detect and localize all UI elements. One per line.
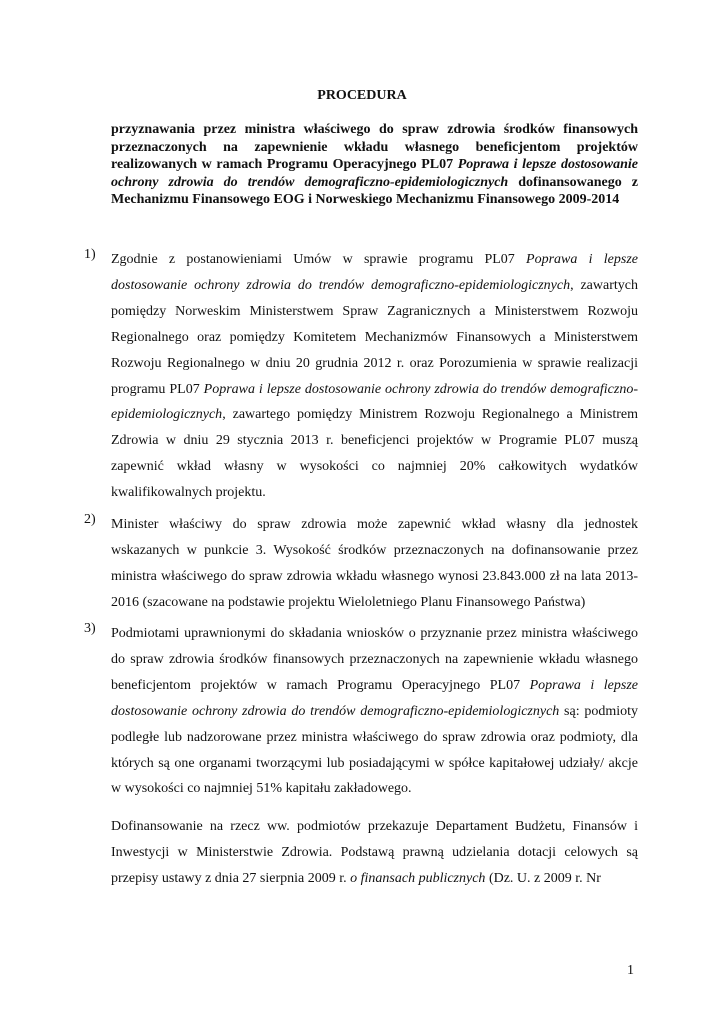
program-name-italic: Poprawa i lepsze dostosowanie ochrony zdrowia do trendów demograficzno-epidemiologicznych	[111, 381, 638, 423]
document-title: PROCEDURA	[317, 88, 407, 103]
subtitle-text: przyznawania przez ministra właściwego do spraw zdrowia środków finansowych przeznaczonych na zapewnienie wkładu własnego beneficjentom projektów realizowanych w ramach Programu Operacyjnego PL07	[111, 122, 638, 173]
section-body	[111, 512, 638, 616]
subtitle-program-name: Poprawa i lepsze dostosowanie ochrony zdrowia do trendów demograficzno-epidemiologicznych	[111, 157, 638, 190]
paragraph-text: są: podmioty podległe lub nadzorowane przez ministra właściwego do spraw zdrowia oraz podmioty, dla których są one organami tworzącymi lub posiadającymi w spółce kapitałowej udziały/ akcje w wysokości co najmniej 51% kapitału zakładowego.	[111, 703, 638, 797]
paragraph-text: Dofinansowanie na rzecz ww. podmiotów przekazuje Departament Budżetu, Finansów i Inwestycji w Ministerstwie Zdrowia. Podstawą prawną udzielania dotacji celowych są przepisy ustawy z dnia 27 sierpnia 2009 r.	[111, 819, 638, 887]
section-3	[84, 621, 638, 892]
document-subtitle	[111, 121, 638, 209]
section-paragraph	[111, 247, 638, 506]
section-body	[111, 247, 638, 506]
section-paragraph	[111, 814, 638, 892]
section-paragraph	[111, 621, 638, 802]
paragraph-text: (Dz. U. z 2009 r. Nr	[485, 871, 601, 887]
paragraph-text: Zgodnie z postanowieniami Umów w sprawie programu PL07	[111, 252, 527, 267]
paragraph-text: , zawartych pomiędzy Norweskim Ministerstwem Spraw Zagranicznych a Ministerstwem Rozwoju Regionalnego oraz pomiędzy Komitetem Mechanizmów Finansowych a Ministerstwem Rozwoju Regionalnego w dniu 20 grudnia 2012 r. oraz Porozumienia w sprawie realizacji programu PL07	[111, 277, 638, 397]
section-number: 1)	[84, 247, 96, 262]
act-title-italic: o finansach publicznych	[350, 871, 486, 887]
section-1	[84, 247, 638, 506]
section-body	[111, 621, 638, 892]
paragraph-text: , zawartego pomiędzy Ministrem Rozwoju Regionalnego a Ministrem Zdrowia w dniu 29 stycznia 2013 r. beneficjenci projektów w Programie PL07 muszą zapewnić wkład własny w wysokości co najmniej 20% całkowitych wydatków kwalifikowalnych projektu.	[111, 407, 638, 501]
section-number: 2)	[84, 512, 96, 527]
page-number: 1	[627, 963, 634, 978]
program-name-italic: Poprawa i lepsze dostosowanie ochrony zdrowia do trendów demograficzno-epidemiologicznych	[111, 252, 638, 293]
section-paragraph: Minister właściwy do spraw zdrowia może zapewnić wkład własny dla jednostek wskazanych w punkcie 3. Wysokość środków przeznaczonych na dofinansowanie przez ministra właściwego do spraw zdrowia wkładu własnego wynosi 23.843.000 zł na lata 2013-2016 (szacowane na podstawie projektu Wieloletniego Planu Finansowego Państwa)	[111, 517, 638, 610]
section-2	[84, 512, 638, 616]
paragraph-text: Podmiotami uprawnionymi do składania wniosków o przyznanie przez ministra właściwego do spraw zdrowia środków finansowych przeznaczonych na zapewnienie wkładu własnego beneficjentom projektów w ramach Programu Operacyjnego PL07	[111, 626, 638, 693]
program-name-italic: Poprawa i lepsze dostosowanie ochrony zdrowia do trendów demograficzno-epidemiologicznych	[111, 677, 638, 719]
section-number: 3)	[84, 621, 96, 636]
subtitle-text-end: dofinansowanego z Mechanizmu Finansowego EOG i Norweskiego Mechanizmu Finansowego 2009-2014	[111, 174, 639, 208]
